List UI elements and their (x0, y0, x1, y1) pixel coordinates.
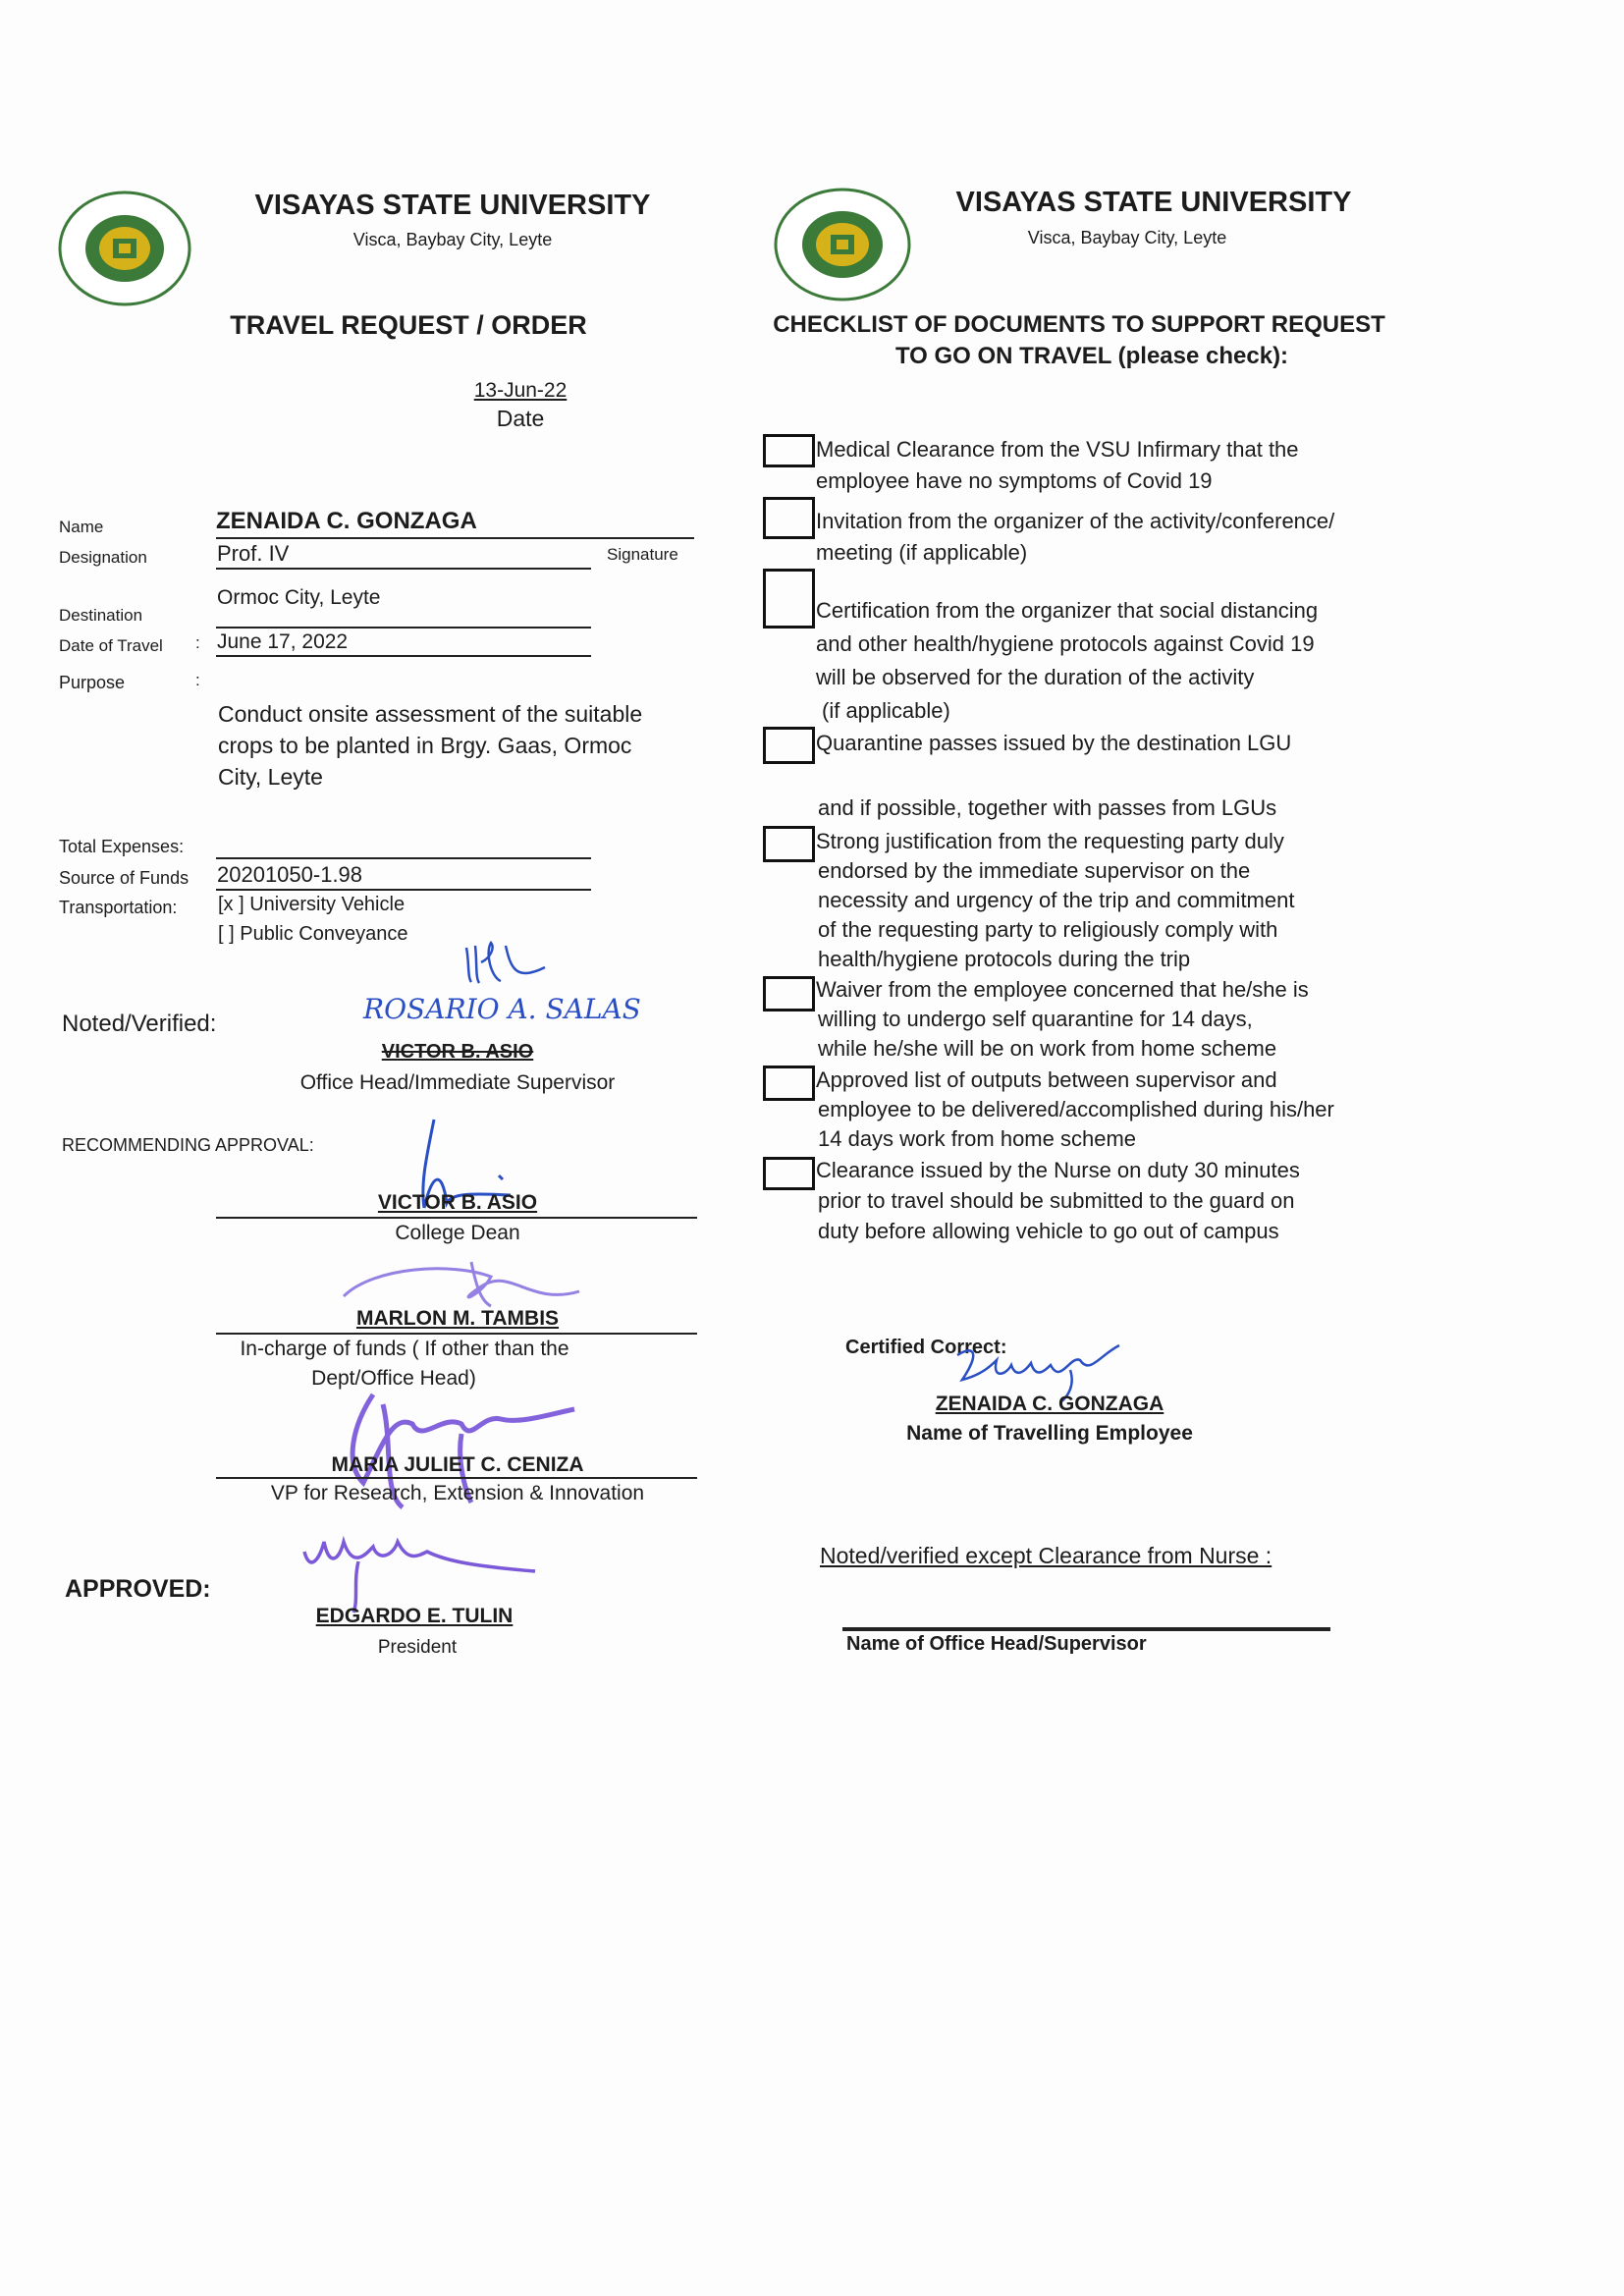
initials-signature (461, 938, 550, 987)
office-head-caption: Name of Office Head/Supervisor (846, 1633, 1147, 1655)
name-value: ZENAIDA C. GONZAGA (216, 508, 477, 534)
signatory-name: MARLON M. TAMBIS (355, 1307, 560, 1330)
item-line: will be observed for the duration of the activity (816, 665, 1255, 689)
checklist-checkbox-nurse-clearance[interactable] (763, 1157, 815, 1190)
request-date: 13-Jun-22 (473, 379, 568, 402)
checklist-checkbox-invitation[interactable] (763, 497, 815, 539)
checklist-item (816, 1155, 1300, 1246)
purpose-line: City, Leyte (218, 764, 323, 790)
handwritten-supervisor-name: ROSARIO A. SALAS (363, 993, 641, 1025)
item-line: Waiver from the employee concerned that he/she is (816, 977, 1309, 1002)
university-address: Visca, Baybay City, Leyte (1027, 228, 1227, 247)
employee-caption: Name of Travelling Employee (906, 1422, 1193, 1445)
date-of-travel-label: Date of Travel (59, 636, 163, 655)
checklist-checkbox-approved-outputs[interactable] (763, 1066, 815, 1101)
signature-label: Signature (607, 545, 678, 564)
checklist-item (816, 975, 1309, 1064)
signatory-name: MARIA JULIET C. CENIZA (331, 1453, 584, 1476)
checklist-checkbox-quarantine-passes[interactable] (763, 727, 815, 764)
designation-label: Designation (59, 548, 147, 567)
university-name: VISAYAS STATE UNIVERSITY (955, 187, 1352, 218)
item-line: Certification from the organizer that social distancing (816, 598, 1319, 623)
designation-value: Prof. IV (217, 541, 290, 566)
transport-option-public-conveyance: [ ] Public Conveyance (218, 923, 408, 945)
checklist-item (816, 506, 1334, 569)
checklist-checkbox-justification[interactable] (763, 826, 815, 862)
noted-verified-label: Noted/Verified: (62, 1011, 217, 1037)
date-label: Date (496, 406, 545, 431)
certified-correct-label: Certified Correct: (845, 1337, 1007, 1358)
item-line: and other health/hygiene protocols against Covid 19 (816, 631, 1315, 656)
name-label: Name (59, 518, 104, 536)
item-line: prior to travel should be submitted to the guard on (818, 1188, 1295, 1213)
approved-label: APPROVED: (65, 1575, 211, 1603)
transportation-label: Transportation: (59, 898, 178, 917)
item-line: endorsed by the immediate supervisor on the (818, 858, 1251, 883)
item-line: (if applicable) (822, 698, 950, 723)
supervisor-role: Office Head/Immediate Supervisor (299, 1071, 616, 1094)
signatory-role: College Dean (395, 1222, 520, 1244)
purpose-value (218, 698, 642, 793)
struck-supervisor-name: VICTOR B. ASIO (381, 1041, 534, 1063)
checklist-item-cont: and if possible, together with passes from LGUs (818, 795, 1277, 820)
checklist-title: CHECKLIST OF DOCUMENTS TO SUPPORT REQUEST (773, 311, 1385, 338)
checklist-item (816, 594, 1318, 728)
item-line: health/hygiene protocols during the trip (818, 947, 1191, 971)
checklist-checkbox-waiver[interactable] (763, 976, 815, 1011)
item-line: employee have no symptoms of Covid 19 (816, 468, 1213, 493)
item-line: Approved list of outputs between supervisor and (816, 1067, 1277, 1092)
checklist-checkbox-certification[interactable] (763, 569, 815, 629)
colon: : (195, 671, 200, 689)
total-expenses-label: Total Expenses: (59, 837, 185, 856)
item-line: willing to undergo self quarantine for 14 days, (818, 1007, 1253, 1031)
item-line: duty before allowing vehicle to go out of campus (818, 1219, 1279, 1243)
signatory-role-cont: Dept/Office Head) (311, 1367, 476, 1390)
signatory-role: VP for Research, Extension & Innovation (270, 1482, 645, 1504)
item-line: while he/she will be on work from home scheme (818, 1036, 1277, 1061)
university-name: VISAYAS STATE UNIVERSITY (254, 190, 651, 221)
checklist-checkbox-medical-clearance[interactable] (763, 434, 815, 467)
checklist-title-cont: TO GO ON TRAVEL (please check): (894, 343, 1289, 369)
checklist-item (816, 434, 1299, 497)
item-line: employee to be delivered/accomplished during his/her (818, 1097, 1334, 1121)
employee-name: ZENAIDA C. GONZAGA (935, 1393, 1164, 1415)
signatory-role: In-charge of funds ( If other than the (240, 1338, 569, 1360)
purpose-line: crops to be planted in Brgy. Gaas, Ormoc (218, 733, 632, 758)
item-line: Medical Clearance from the VSU Infirmary that the (816, 437, 1299, 462)
item-line: 14 days work from home scheme (818, 1126, 1137, 1151)
president-signature (299, 1522, 545, 1615)
source-of-funds-label: Source of Funds (59, 868, 189, 888)
signatory-name: VICTOR B. ASIO (377, 1191, 538, 1214)
transport-option-university-vehicle: [x ] University Vehicle (218, 894, 406, 915)
approver-role: President (377, 1637, 458, 1658)
recommending-approval-label: RECOMMENDING APPROVAL: (62, 1135, 314, 1155)
date-of-travel-value: June 17, 2022 (217, 630, 349, 653)
checklist-item (816, 1066, 1334, 1154)
item-line: necessity and urgency of the trip and commitment (818, 888, 1295, 912)
destination-label: Destination (59, 606, 143, 625)
university-address: Visca, Baybay City, Leyte (352, 230, 553, 249)
source-of-funds-value: 20201050-1.98 (217, 862, 363, 887)
form-title: TRAVEL REQUEST / ORDER (230, 310, 587, 340)
university-seal-logo (57, 190, 192, 307)
checklist-item: Quarantine passes issued by the destination LGU (816, 731, 1292, 755)
approver-name: EDGARDO E. TULIN (315, 1605, 514, 1627)
purpose-label: Purpose (59, 673, 126, 692)
university-seal-logo (773, 187, 912, 302)
item-line: of the requesting party to religiously comply with (818, 917, 1278, 942)
item-line: Invitation from the organizer of the activity/conference/ (816, 509, 1335, 533)
checklist-item (816, 827, 1294, 974)
noted-except-nurse: Noted/verified except Clearance from Nurse : (820, 1543, 1272, 1568)
item-line: meeting (if applicable) (816, 540, 1028, 565)
purpose-line: Conduct onsite assessment of the suitable (218, 701, 643, 727)
destination-value: Ormoc City, Leyte (217, 586, 381, 609)
item-line: Clearance issued by the Nurse on duty 30 minutes (816, 1158, 1300, 1182)
colon: : (195, 633, 200, 652)
item-line: Strong justification from the requesting party duly (816, 829, 1284, 853)
